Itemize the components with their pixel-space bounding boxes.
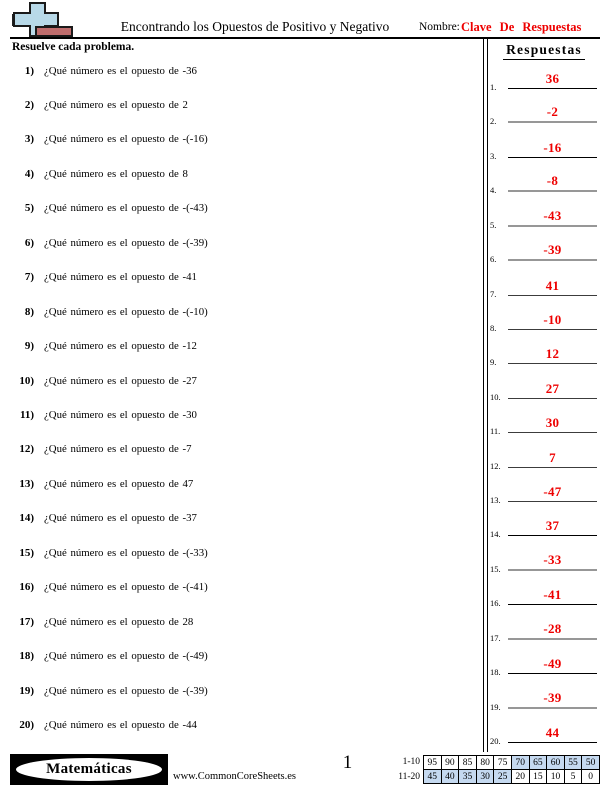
- score-cell: 90: [441, 756, 459, 770]
- question-number: 12): [19, 443, 34, 456]
- question-number: 9): [24, 340, 34, 353]
- answer-row: [487, 585, 601, 609]
- question-row: [12, 616, 193, 628]
- score-cell: 10: [547, 770, 565, 784]
- question-text: ¿Qué número es el opuesto de -(-16): [44, 133, 208, 146]
- question-number: 20): [19, 719, 34, 732]
- answer-value: -39: [543, 689, 562, 705]
- question-row: [12, 133, 208, 145]
- answer-number: 8.: [490, 322, 497, 333]
- question-number: 1): [24, 64, 34, 77]
- header-rule: [10, 37, 600, 39]
- answers-header-wrap: [487, 41, 601, 60]
- question-number: 13): [19, 477, 34, 490]
- question-text: ¿Qué número es el opuesto de -(-33): [44, 546, 208, 559]
- score-row2-label: 11-20: [398, 771, 420, 782]
- answer-line: [508, 724, 597, 743]
- question-row: [12, 478, 193, 490]
- question-text: ¿Qué número es el opuesto de -7: [44, 443, 192, 456]
- question-row: [12, 443, 192, 455]
- score-cell: 30: [476, 770, 494, 784]
- answer-value: 12: [545, 346, 560, 362]
- answer-line: [508, 483, 597, 502]
- question-number: 7): [24, 271, 34, 284]
- score-cell: 25: [494, 770, 512, 784]
- score-row-labels: [383, 755, 423, 784]
- answer-number: 12.: [490, 460, 501, 471]
- question-text: ¿Qué número es el opuesto de -(-43): [44, 202, 208, 215]
- question-number: 18): [19, 650, 34, 663]
- score-cell: 35: [459, 770, 477, 784]
- question-number: 6): [24, 236, 34, 249]
- answer-value: -2: [546, 104, 559, 120]
- question-row: [12, 306, 208, 318]
- answer-row: [487, 689, 601, 712]
- question-number: 17): [19, 615, 34, 628]
- question-number: 8): [24, 305, 34, 318]
- question-text: ¿Qué número es el opuesto de -(-10): [44, 305, 208, 318]
- answer-number: 6.: [490, 254, 497, 265]
- question-number: 3): [24, 133, 34, 146]
- answer-row: [487, 276, 601, 299]
- answer-key-label: Clave De Respuestas: [461, 20, 582, 34]
- answer-value: -16: [543, 139, 562, 155]
- score-cell: 0: [582, 770, 600, 784]
- question-row: [12, 168, 188, 180]
- question-number: 10): [19, 374, 34, 387]
- answer-value: -41: [543, 587, 562, 603]
- answer-line: [508, 139, 597, 158]
- question-row: [12, 512, 197, 524]
- score-cell: 80: [476, 756, 494, 770]
- answer-number: 20.: [490, 735, 501, 746]
- question-row: [12, 271, 197, 283]
- website-url: www.CommonCoreSheets.es: [173, 771, 296, 782]
- answer-row: [487, 241, 601, 265]
- answer-value: 27: [545, 380, 560, 396]
- question-number: 4): [24, 167, 34, 180]
- answer-number: 14.: [490, 529, 501, 540]
- question-text: ¿Qué número es el opuesto de -37: [44, 512, 197, 525]
- instructions-text: Resuelve cada problema.: [12, 41, 135, 53]
- answer-value: 36: [545, 71, 560, 86]
- answer-row: [487, 723, 601, 746]
- score-table: [423, 755, 600, 784]
- question-number: 14): [19, 512, 34, 525]
- answer-row: [487, 482, 601, 506]
- question-text: ¿Qué número es el opuesto de 47: [44, 477, 194, 490]
- answer-line: [508, 345, 597, 364]
- question-row: [12, 375, 197, 387]
- answer-row: [487, 516, 601, 540]
- answer-value: -28: [543, 620, 562, 636]
- answer-value: -47: [543, 484, 562, 500]
- question-text: ¿Qué número es el opuesto de -(-49): [44, 650, 208, 663]
- answer-value: 7: [549, 449, 556, 465]
- answer-number: 5.: [490, 219, 497, 230]
- answer-row: [487, 413, 601, 437]
- answer-row: [487, 103, 601, 127]
- answer-number: 19.: [490, 701, 501, 712]
- answer-row: [487, 172, 601, 196]
- answer-line: [508, 655, 597, 674]
- score-cell: 60: [547, 756, 565, 770]
- question-number: 15): [19, 546, 34, 559]
- answer-value: 44: [545, 724, 560, 740]
- question-text: ¿Qué número es el opuesto de -41: [44, 271, 197, 284]
- answer-line: [508, 620, 597, 640]
- score-table-area: [383, 755, 600, 784]
- answer-number: 2.: [490, 116, 497, 127]
- answer-row: [487, 551, 601, 574]
- answer-number: 9.: [490, 357, 497, 368]
- question-text: ¿Qué número es el opuesto de -(-39): [44, 236, 208, 249]
- page-number: 1: [342, 752, 353, 773]
- question-text: ¿Qué número es el opuesto de 2: [44, 98, 188, 111]
- score-cell: 95: [424, 756, 442, 770]
- answer-line: [508, 103, 597, 123]
- answer-number: 15.: [490, 563, 501, 574]
- answer-line: [508, 551, 597, 571]
- answer-line: [508, 689, 597, 709]
- question-text: ¿Qué número es el opuesto de -(-39): [44, 684, 208, 697]
- question-row: [12, 237, 208, 249]
- answer-value: -10: [543, 311, 562, 327]
- answers-header: Respuestas: [503, 42, 585, 60]
- question-text: ¿Qué número es el opuesto de -44: [44, 719, 197, 732]
- score-cell: 50: [582, 756, 600, 770]
- answer-value: -43: [543, 207, 562, 223]
- score-cell: 65: [529, 756, 547, 770]
- question-row: [12, 340, 197, 352]
- answer-value: -39: [543, 242, 562, 258]
- score-cell: 45: [424, 770, 442, 784]
- answer-value: -8: [546, 173, 559, 189]
- question-row: [12, 65, 197, 77]
- answer-number: 16.: [490, 598, 501, 609]
- name-label: Nombre:: [419, 21, 460, 33]
- subject-badge-label: Matemáticas: [46, 761, 132, 777]
- score-cell: 85: [459, 756, 477, 770]
- answer-row: [487, 344, 601, 368]
- question-number: 16): [19, 581, 34, 594]
- score-cell: 70: [511, 756, 529, 770]
- question-text: ¿Qué número es el opuesto de -27: [44, 374, 197, 387]
- question-number: 11): [19, 409, 34, 421]
- answer-line: [508, 172, 597, 192]
- subject-badge: [10, 754, 168, 785]
- question-row: [12, 581, 208, 593]
- score-cell: 55: [564, 756, 582, 770]
- answer-line: [508, 241, 597, 261]
- score-cell: 20: [511, 770, 529, 784]
- answer-line: [508, 517, 597, 536]
- question-text: ¿Qué número es el opuesto de 28: [44, 615, 194, 628]
- answer-line: [508, 414, 597, 433]
- answer-number: 10.: [490, 391, 501, 402]
- answer-number: 4.: [490, 185, 497, 196]
- answer-line: [508, 70, 597, 89]
- score-cell: 5: [564, 770, 582, 784]
- question-text: ¿Qué número es el opuesto de -30: [44, 409, 197, 421]
- answer-value: 30: [545, 415, 560, 431]
- answer-number: 1.: [490, 82, 497, 92]
- question-text: ¿Qué número es el opuesto de -12: [44, 340, 197, 353]
- answer-line: [508, 277, 597, 296]
- answer-number: 7.: [490, 288, 497, 299]
- answer-value: -49: [543, 656, 562, 672]
- score-cell: 75: [494, 756, 512, 770]
- answer-value: 37: [545, 518, 560, 534]
- minus-icon: [36, 27, 72, 36]
- answer-line: [508, 380, 597, 399]
- subject-badge-oval: [14, 756, 164, 783]
- score-cell: 15: [529, 770, 547, 784]
- question-number: 19): [19, 684, 34, 697]
- question-text: ¿Qué número es el opuesto de -36: [44, 64, 197, 77]
- answer-number: 13.: [490, 495, 501, 506]
- score-cell: 40: [441, 770, 459, 784]
- answer-number: 17.: [490, 632, 501, 643]
- worksheet-title: Encontrando los Opuestos de Positivo y Negativo: [120, 19, 390, 34]
- question-row: [12, 99, 188, 111]
- answer-row: [487, 654, 601, 678]
- question-text: ¿Qué número es el opuesto de -(-41): [44, 581, 208, 594]
- question-row: [12, 409, 197, 421]
- answer-value: 41: [545, 277, 560, 293]
- question-text: ¿Qué número es el opuesto de 8: [44, 167, 188, 180]
- score-row1-label: 1-10: [402, 757, 420, 768]
- question-number: 5): [24, 202, 34, 215]
- question-row: [12, 650, 208, 662]
- answer-line: [508, 311, 597, 330]
- answer-row: [487, 448, 601, 471]
- answer-row: [487, 310, 601, 333]
- answer-line: [508, 586, 597, 605]
- answer-number: 11.: [490, 426, 501, 437]
- answer-row: [487, 207, 601, 230]
- question-number: 2): [24, 98, 34, 111]
- answer-value: -33: [543, 551, 562, 567]
- score-row-1: [424, 756, 600, 770]
- plus-minus-logo: [8, 1, 84, 39]
- question-row: [12, 685, 208, 697]
- question-row: [12, 202, 208, 214]
- answer-number: 18.: [490, 667, 501, 678]
- question-row: [12, 719, 197, 731]
- score-row-2: [424, 770, 600, 784]
- answer-line: [508, 207, 597, 227]
- question-row: [12, 547, 208, 559]
- answer-row: [487, 620, 601, 643]
- answer-row: [487, 138, 601, 161]
- answer-row: [487, 379, 601, 402]
- answer-line: [508, 449, 597, 468]
- answer-number: 3.: [490, 150, 497, 161]
- answer-row: [487, 69, 601, 92]
